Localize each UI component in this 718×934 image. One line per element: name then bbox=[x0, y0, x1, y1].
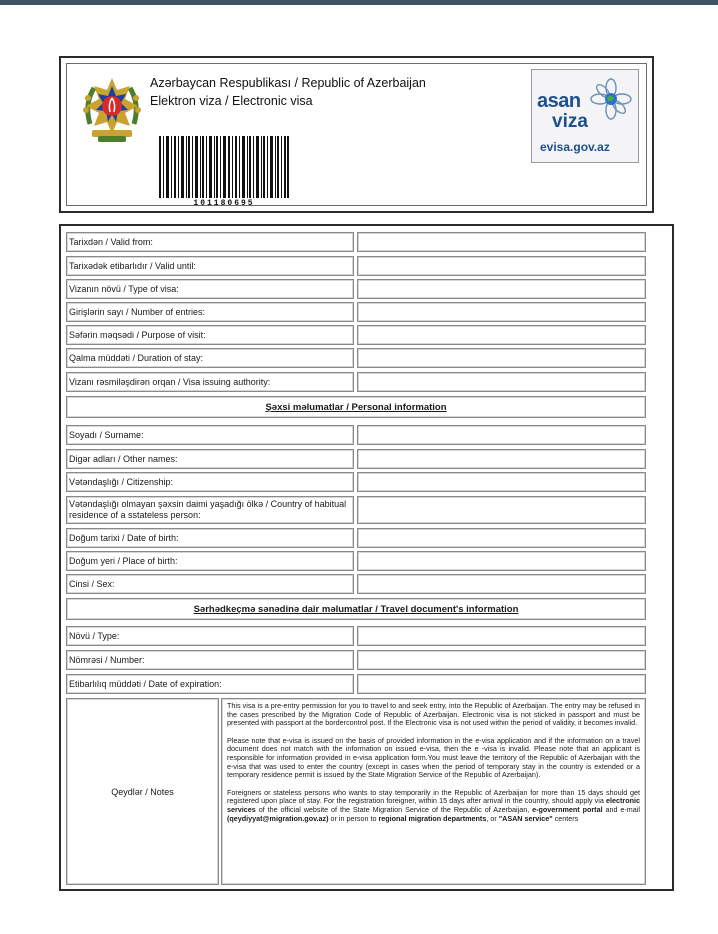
field-value-citizenship bbox=[357, 472, 646, 492]
visa-header bbox=[59, 56, 654, 213]
logo-viza-text: viza bbox=[552, 111, 588, 132]
field-value-valid-until bbox=[357, 256, 646, 276]
field-label-purpose: Səfərin məqsədi / Purpose of visit: bbox=[66, 325, 354, 345]
field-value-valid-from bbox=[357, 232, 646, 252]
field-label-document-number: Nömrəsi / Number: bbox=[66, 650, 354, 670]
notes-text bbox=[221, 698, 646, 885]
field-label-visa-type: Vizanın növü / Type of visa: bbox=[66, 279, 354, 299]
top-bar bbox=[0, 0, 718, 5]
field-label-document-type: Növü / Type: bbox=[66, 626, 354, 646]
field-label-duration: Qalma müddəti / Duration of stay: bbox=[66, 348, 354, 368]
field-label-citizenship: Vətəndaşlığı / Citizenship: bbox=[66, 472, 354, 492]
field-label-other-names: Digər adları / Other names: bbox=[66, 449, 354, 469]
field-value-purpose bbox=[357, 325, 646, 345]
visa-header-inner bbox=[66, 63, 647, 206]
field-label-date-of-birth: Doğum tarixi / Date of birth: bbox=[66, 528, 354, 548]
logo-asan-text: asan bbox=[537, 90, 581, 112]
logo-url-text: evisa.gov.az bbox=[540, 140, 610, 154]
field-value-other-names bbox=[357, 449, 646, 469]
field-label-place-of-birth: Doğum yeri / Place of birth: bbox=[66, 551, 354, 571]
field-value-place-of-birth bbox=[357, 551, 646, 571]
field-label-issuing-authority: Vizanı rəsmiləşdirən orqan / Visa issuing authority: bbox=[66, 372, 354, 392]
field-value-surname bbox=[357, 425, 646, 445]
field-value-habitual-residence bbox=[357, 496, 646, 524]
field-value-sex bbox=[357, 574, 646, 594]
field-value-document-type bbox=[357, 626, 646, 646]
notes-paragraph-2: Please note that e-visa is issued on the basis of provided information in the e-visa application and if the information on a travel document does not match with the information on issued e-visa, then the e -visa is invalid. Please note that an applicant is responsible for information provided in e-visa application form.You must leave the territory of the Republic of Azerbaijan with the e-visa that was used to enter the country (except in cases when the period of temporary stay in the country is extended or a temporary residence permit is issued by the State Migration Service of the Republic of Azerbaijan). bbox=[227, 735, 640, 780]
field-value-issuing-authority bbox=[357, 372, 646, 392]
field-label-habitual-residence: Vətəndaşlığı olmayan şəxsin daimi yaşadığı ölkə / Country of habitual residence of a sstateless person: bbox=[66, 496, 354, 524]
section-title-travel-document: Sərhədkeçmə sənədinə dair məlumatlar / Travel document's information bbox=[66, 598, 646, 620]
title-line-country: Azərbaycan Respublikası / Republic of Azerbaijan bbox=[150, 76, 426, 90]
field-label-surname: Soyadı / Surname: bbox=[66, 425, 354, 445]
azerbaijan-emblem-icon bbox=[80, 74, 144, 146]
barcode-number: 101180695 bbox=[193, 199, 255, 208]
field-value-entries bbox=[357, 302, 646, 322]
notes-label: Qeydlər / Notes bbox=[66, 698, 219, 885]
field-value-date-of-birth bbox=[357, 528, 646, 548]
field-value-duration bbox=[357, 348, 646, 368]
notes-paragraph-1: This visa is a pre-entry permission for you to travel to and seek entry, into the Republic of Azerbaijan. The entry may be refused in the cases prescribed by the Migration Code of Republic of Azerbaijan. Electronic visa is not sticked in passport and must be presented with passport at the bordercontrol post. If the Electronic visa is not used within the period of validity, it becomes invalid. bbox=[227, 701, 640, 728]
notes-paragraph-3: Foreigners or stateless persons who wants to stay temporarily in the Republic of Azerbaijan for more than 15 days should get registered upon place of stay. For the registration foreigner, within 15 days after arrival in the country, should apply via electronic services of the official website of the State Migration Service of the Republic of Azerbaijan, e-government portal and e-mail (qeydiyyat@migration.gov.az) or in person to regional migration departments, or "ASAN service" centers bbox=[227, 787, 640, 823]
visa-details-form bbox=[59, 224, 674, 891]
field-value-expiration bbox=[357, 674, 646, 694]
section-title-personal: Şəxsi məlumatlar / Personal information bbox=[66, 396, 646, 418]
field-label-valid-until: Tarixədək etibarlıdır / Valid until: bbox=[66, 256, 354, 276]
barcode-icon bbox=[159, 136, 289, 198]
field-label-entries: Girişlərin sayı / Number of entries: bbox=[66, 302, 354, 322]
field-label-valid-from: Tarixdən / Valid from: bbox=[66, 232, 354, 252]
asan-flower-icon bbox=[590, 78, 632, 120]
field-label-sex: Cinsi / Sex: bbox=[66, 574, 354, 594]
field-label-expiration: Etibarlılıq müddəti / Date of expiration: bbox=[66, 674, 354, 694]
field-value-document-number bbox=[357, 650, 646, 670]
title-line-document: Elektron viza / Electronic visa bbox=[150, 94, 313, 108]
asan-viza-logo bbox=[531, 69, 639, 163]
field-value-visa-type bbox=[357, 279, 646, 299]
